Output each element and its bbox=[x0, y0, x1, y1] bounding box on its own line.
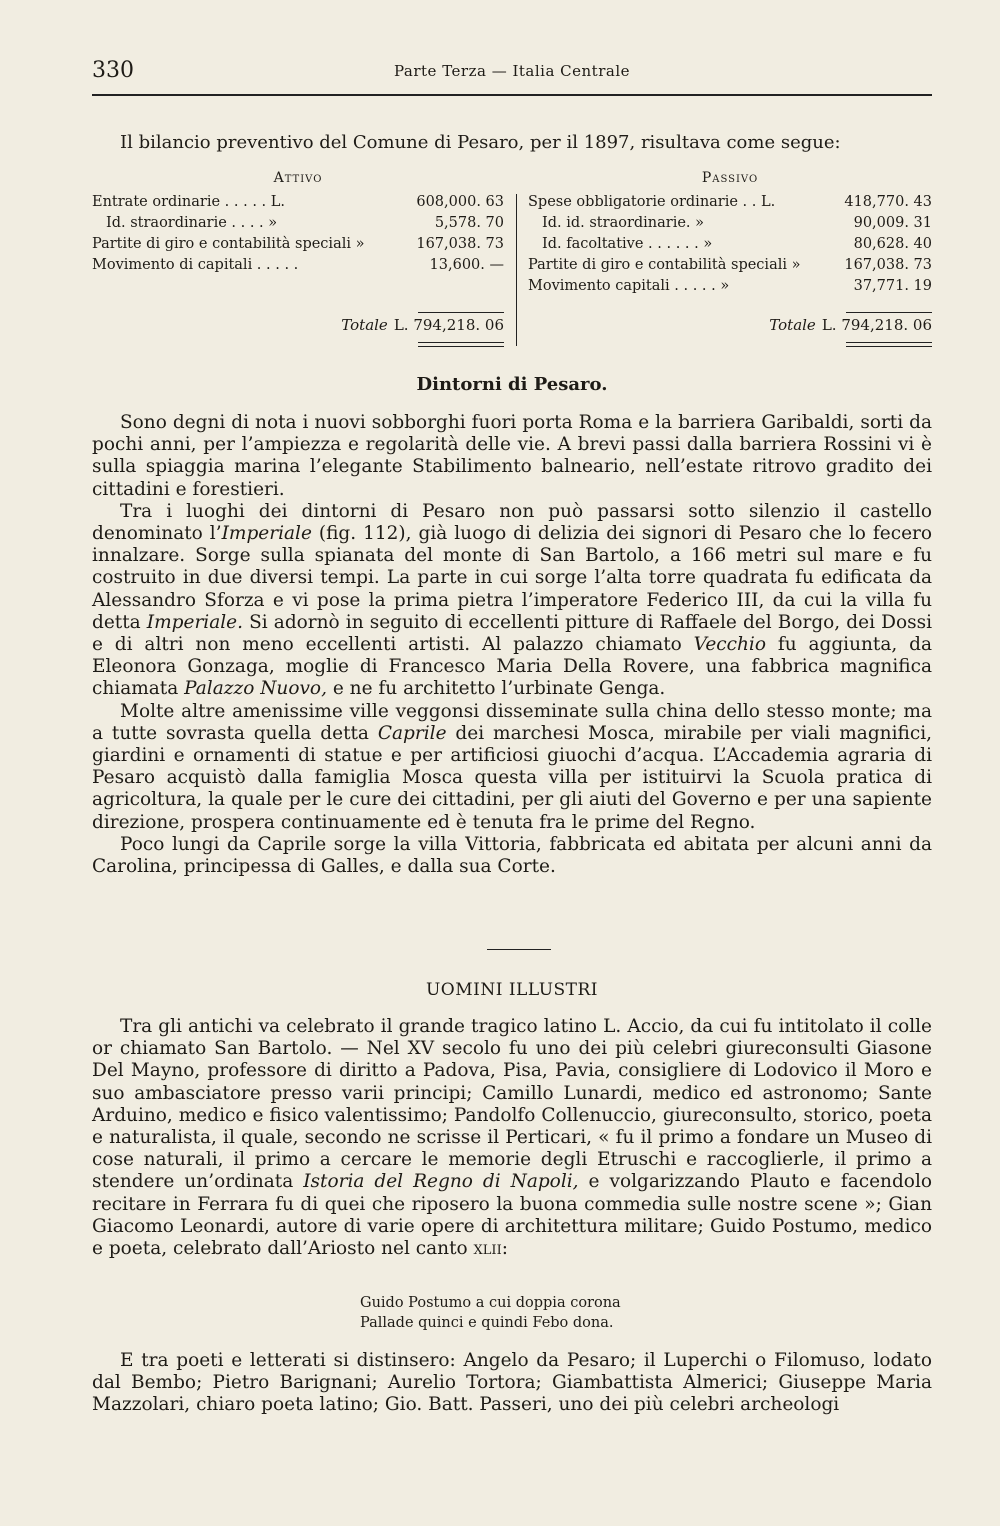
budget-intro: Il bilancio preventivo del Comune di Pesaro, per il 1897, risultava come segue: bbox=[120, 132, 841, 153]
passivo-sum-rule bbox=[846, 312, 932, 313]
passivo-row-amount: 37,771. 19 bbox=[853, 278, 932, 294]
attivo-row-amount: 167,038. 73 bbox=[416, 236, 504, 252]
attivo-row-amount: 5,578. 70 bbox=[434, 215, 504, 231]
attivo-total-label: Totale bbox=[341, 316, 388, 334]
italic-run: Istoria del Regno di Napoli, bbox=[303, 1171, 579, 1193]
attivo-row-amount: 608,000. 63 bbox=[416, 194, 504, 210]
italic-run: Imperiale. bbox=[146, 611, 243, 633]
text-run: Tra gli antichi va celebrato il grande tragico latino L. Accio, da cui fu intitolato il colle or chiamato San Bartolo. — Nel XV secolo fu uno dei più celebri giureconsulti Giasone Del Mayno, professore di diritto a Padova, Pisa, Pavia, consigliere di Lodovico il Moro e suo ambasciatore presso varii principi; Camillo Lunardi, medico ed astronomo; Sante Arduino, medico e fisico valentissimo; Pandolfo Collenuccio, giureconsulto, storico, poeta e naturalista, il quale, secondo ne scrisse il Perticari, « fu il primo a fondare un Museo di cose naturali, il primo a cercare le memorie degli Etruschi e raccoglierle, il primo a stendere un’ordinata bbox=[92, 1016, 932, 1193]
attivo-row bbox=[92, 234, 504, 255]
text-run: fu aggiunta, da Eleonora Gonzaga, moglie di Francesco Maria Della Rovere, una fabbrica magnifica chiamata bbox=[92, 634, 933, 700]
paragraph bbox=[92, 501, 932, 701]
text-run: Molte altre amenissime ville veggonsi disseminate sulla china dello stesso monte; ma a tutte sovrasta quella detta bbox=[92, 700, 932, 744]
passivo-total-currency: L. bbox=[821, 316, 837, 334]
verse-quote bbox=[360, 1293, 621, 1333]
paragraph bbox=[92, 701, 932, 834]
passivo-row-label: Id. id. straordinarie. » bbox=[542, 215, 705, 231]
attivo-row bbox=[92, 213, 504, 234]
attivo-row-label: Partite di giro e contabilità speciali » bbox=[92, 236, 365, 252]
budget-passivo bbox=[528, 170, 932, 334]
passivo-row-amount: 167,038. 73 bbox=[844, 257, 932, 273]
italic-run: Vecchio bbox=[693, 634, 766, 656]
passivo-heading: Passivo bbox=[701, 170, 759, 186]
italic-run: Palazzo Nuovo, bbox=[184, 678, 327, 700]
text-run: dei marchesi Mosca, mirabile per viali magnifici, giardini e ornamenti di statue e per artificiosi giuochi d’acqua. L’Accademia agraria di Pesaro acquistò dalla famiglia Mosca questa villa per istituirvi la Scuola pratica di agricoltura, la quale per le cure dei cittadini, per gli aiuti del Governo e per una sapiente direzione, prospera continuamente ed è tenuta fra le prime del Regno. bbox=[92, 722, 932, 833]
passivo-row-amount: 418,770. 43 bbox=[844, 194, 932, 210]
attivo-sum-rule bbox=[418, 312, 504, 313]
section-title-dintorni: Dintorni di Pesaro. bbox=[416, 374, 608, 395]
verse-line: Pallade quinci e quindi Febo dona. bbox=[360, 1315, 614, 1331]
attivo-row-label: Movimento di capitali . . . . . bbox=[92, 257, 299, 273]
text-run: e ne fu architetto l’urbinate Genga. bbox=[326, 678, 666, 700]
attivo-row-label: Id. straordinarie . . . . » bbox=[106, 215, 278, 231]
dintorni-text bbox=[92, 412, 932, 878]
passivo-row bbox=[528, 213, 932, 234]
passivo-total bbox=[769, 316, 932, 334]
paragraph bbox=[92, 1016, 932, 1260]
attivo-row bbox=[92, 255, 504, 276]
italic-run: Caprile bbox=[377, 722, 447, 744]
passivo-row-amount: 90,009. 31 bbox=[853, 215, 932, 231]
text-run: e volgarizzando Plauto e facendolo recitare in Ferrara fu di quei che riposero la buona commedia sulle nostre scene »; Gian Giacomo Leonardi, autore di varie opere di architettura militare; Guido Postumo, medico e poeta, celebrato dall’Ariosto nel canto bbox=[92, 1171, 933, 1260]
passivo-row bbox=[528, 276, 932, 297]
running-title: Parte Terza — Italia Centrale bbox=[393, 62, 630, 80]
attivo-row-label: Entrate ordinarie . . . . . L. bbox=[92, 194, 285, 210]
attivo-total-amount: 794,218. 06 bbox=[413, 316, 504, 334]
attivo-row-amount: 13,600. — bbox=[429, 257, 504, 273]
passivo-total-amount: 794,218. 06 bbox=[841, 316, 932, 334]
section-divider bbox=[487, 949, 551, 950]
uomini-text bbox=[92, 1016, 932, 1260]
uomini-text-continued bbox=[92, 1350, 932, 1417]
passivo-row bbox=[528, 255, 932, 276]
verse-line: Guido Postumo a cui doppia corona bbox=[360, 1295, 621, 1311]
section-title-uomini-illustri: UOMINI ILLUSTRI bbox=[425, 980, 599, 1000]
attivo-heading: Attivo bbox=[273, 170, 323, 186]
small-caps-run: xlii bbox=[473, 1238, 502, 1260]
passivo-row bbox=[528, 234, 932, 255]
text-run: : bbox=[501, 1238, 508, 1260]
page-header bbox=[92, 58, 932, 88]
attivo-total-currency: L. bbox=[393, 316, 409, 334]
text-run: (fig. 112), già luogo di delizia dei signori di Pesaro che lo fecero innalzare. Sorge sulla spianata del monte di San Bartolo, a 166 metri sul mare e fu costruito in due diversi tempi. La parte in cui sorge l’alta torre quadrata fu edificata da Alessandro Sforza e vi pose la prima pietra l’imperatore Federico III, da cui la villa fu detta bbox=[92, 523, 933, 633]
paragraph: Poco lungi da Caprile sorge la villa Vittoria, fabbricata ed abitata per alcuni anni da Carolina, principessa di Galles, e dalla sua Corte. bbox=[92, 833, 932, 878]
paragraph: Sono degni di nota i nuovi sobborghi fuori porta Roma e la barriera Garibaldi, sorti da pochi anni, per l’ampiezza e regolarità delle vie. A brevi passi dalla barriera Rossini vi è sulla spiaggia marina l’elegante Stabilimento balneario, nell’estate ritrovo gradito dei cittadini e forestieri. bbox=[92, 412, 932, 500]
page-number: 330 bbox=[92, 58, 134, 83]
attivo-total-double-rule bbox=[418, 342, 504, 347]
passivo-row-label: Id. facoltative . . . . . . » bbox=[542, 236, 713, 252]
passivo-total-double-rule bbox=[846, 342, 932, 347]
passivo-row-amount: 80,628. 40 bbox=[853, 236, 932, 252]
passivo-row bbox=[528, 192, 932, 213]
text-run: Tra i luoghi dei dintorni di Pesaro non può passarsi sotto silenzio il castello denominato l’ bbox=[92, 500, 932, 545]
text-run: Si adornò in seguito di eccellenti pitture di Raffaele del Borgo, dei Dossi e di altri non meno eccellenti artisti. Al palazzo chiamato bbox=[92, 611, 932, 656]
passivo-row-label: Movimento capitali . . . . . » bbox=[528, 278, 730, 294]
budget-column-divider bbox=[516, 194, 517, 346]
paragraph: E tra poeti e letterati si distinsero: Angelo da Pesaro; il Luperchi o Filomuso, lodato dal Bembo; Pietro Barignani; Aurelio Tortora; Giambattista Almerici; Giuseppe Maria Mazzolari, chiaro poeta latino; Gio. Batt. Passeri, uno dei più celebri archeologi bbox=[92, 1350, 932, 1416]
passivo-row-label: Partite di giro e contabilità speciali » bbox=[528, 257, 801, 273]
attivo-row bbox=[92, 192, 504, 213]
passivo-row-label: Spese obbligatorie ordinarie . . L. bbox=[528, 194, 776, 210]
attivo-total bbox=[341, 316, 504, 334]
header-rule bbox=[92, 94, 932, 96]
passivo-total-label: Totale bbox=[769, 316, 816, 334]
italic-run: Imperiale bbox=[221, 523, 312, 545]
budget-attivo bbox=[92, 170, 504, 334]
